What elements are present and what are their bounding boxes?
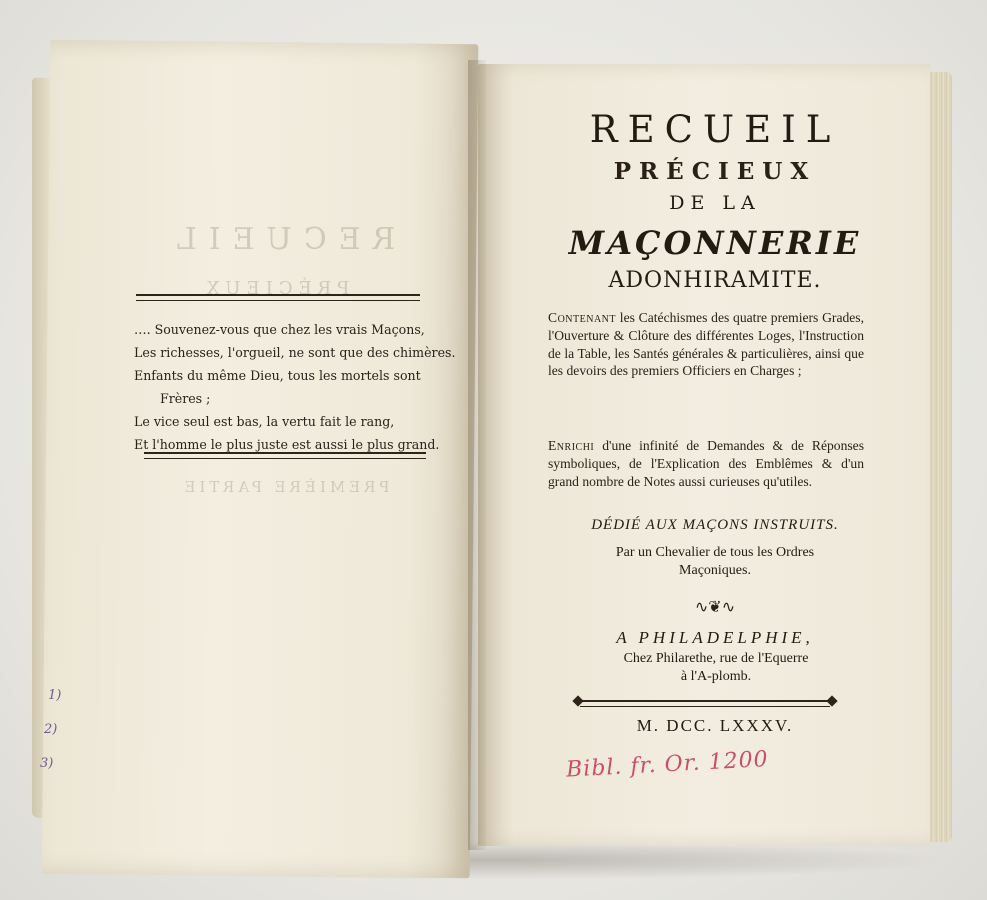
show-through-part: PREMIÈRE PARTIE <box>180 478 390 496</box>
imprint-publisher <box>530 650 902 686</box>
author-line: Maçoniques. <box>679 563 751 578</box>
epigraph-line: …. Souvenez-vous que chez les vrais Maçons, <box>134 322 425 337</box>
author-statement <box>540 544 890 580</box>
margin-note: 2) <box>44 722 58 737</box>
epigraph-line: Enfants du même Dieu, tous les mortels sont <box>134 368 421 383</box>
page-edges <box>930 72 952 842</box>
epigraph-line: Frères ; <box>160 391 211 406</box>
author-line: Par un Chevalier de tous les Ordres <box>615 545 815 560</box>
title-line-recueil: RECUEIL <box>589 108 841 151</box>
printers-ornament: ∿❦∿ <box>694 597 736 616</box>
title-line-adonhiramite: ADONHIRAMITE. <box>608 268 822 293</box>
margin-note: 1) <box>48 688 62 703</box>
imprint-rule <box>580 700 830 707</box>
contents-text: les Catéchismes des quatre premiers Grades, l'Ouverture & Clôture des différentes Loges, l'Instruction de la Table, les Santés générales & particulières, ainsi que les devoirs des premiers Officiers en Charges ; <box>548 310 864 379</box>
imprint-year: M. DCC. LXXXV. <box>636 716 794 735</box>
margin-note: 3) <box>40 756 54 771</box>
epigraph-line: Le vice seul est bas, la vertu fait le rang, <box>134 414 395 429</box>
epigraph-line: Et l'homme le plus juste est aussi le plus grand. <box>134 437 440 452</box>
show-through-title: RECUEIL <box>164 222 396 257</box>
contents-lead-word: Contenant <box>548 310 617 325</box>
enriched-text: d'une infinité de Demandes & de Réponses symboliques, de l'Explication des Emblêmes & d'un grand nombre de Notes aussi curieuses qu'utiles. <box>548 438 864 489</box>
epigraph-line: Les richesses, l'orgueil, ne sont que des chimères. <box>134 345 456 360</box>
contents-paragraph <box>548 309 864 380</box>
title-line-precieux: PRÉCIEUX <box>613 158 817 185</box>
imprint-place: A PHILADELPHIE, <box>616 628 814 647</box>
shelfmark-annotation: Bibl. fr. Or. 1200 <box>565 746 770 783</box>
epigraph <box>134 318 456 456</box>
enriched-paragraph <box>548 437 864 490</box>
dedication: DÉDIÉ AUX MAÇONS INSTRUITS. <box>591 517 839 533</box>
book-gutter <box>468 60 486 850</box>
show-through-subtitle: PRÉCIEUX <box>200 278 350 299</box>
publisher-line: Chez Philarethe, rue de l'Equerre <box>623 651 809 666</box>
publisher-line: à l'A-plomb. <box>680 669 752 684</box>
title-line-maconnerie: MAÇONNERIE <box>568 224 862 262</box>
enriched-lead-word: Enrichi <box>548 438 595 453</box>
epigraph-top-rule <box>136 294 420 301</box>
title-line-de-la: DE LA <box>669 192 761 214</box>
epigraph-bottom-rule <box>144 452 426 459</box>
